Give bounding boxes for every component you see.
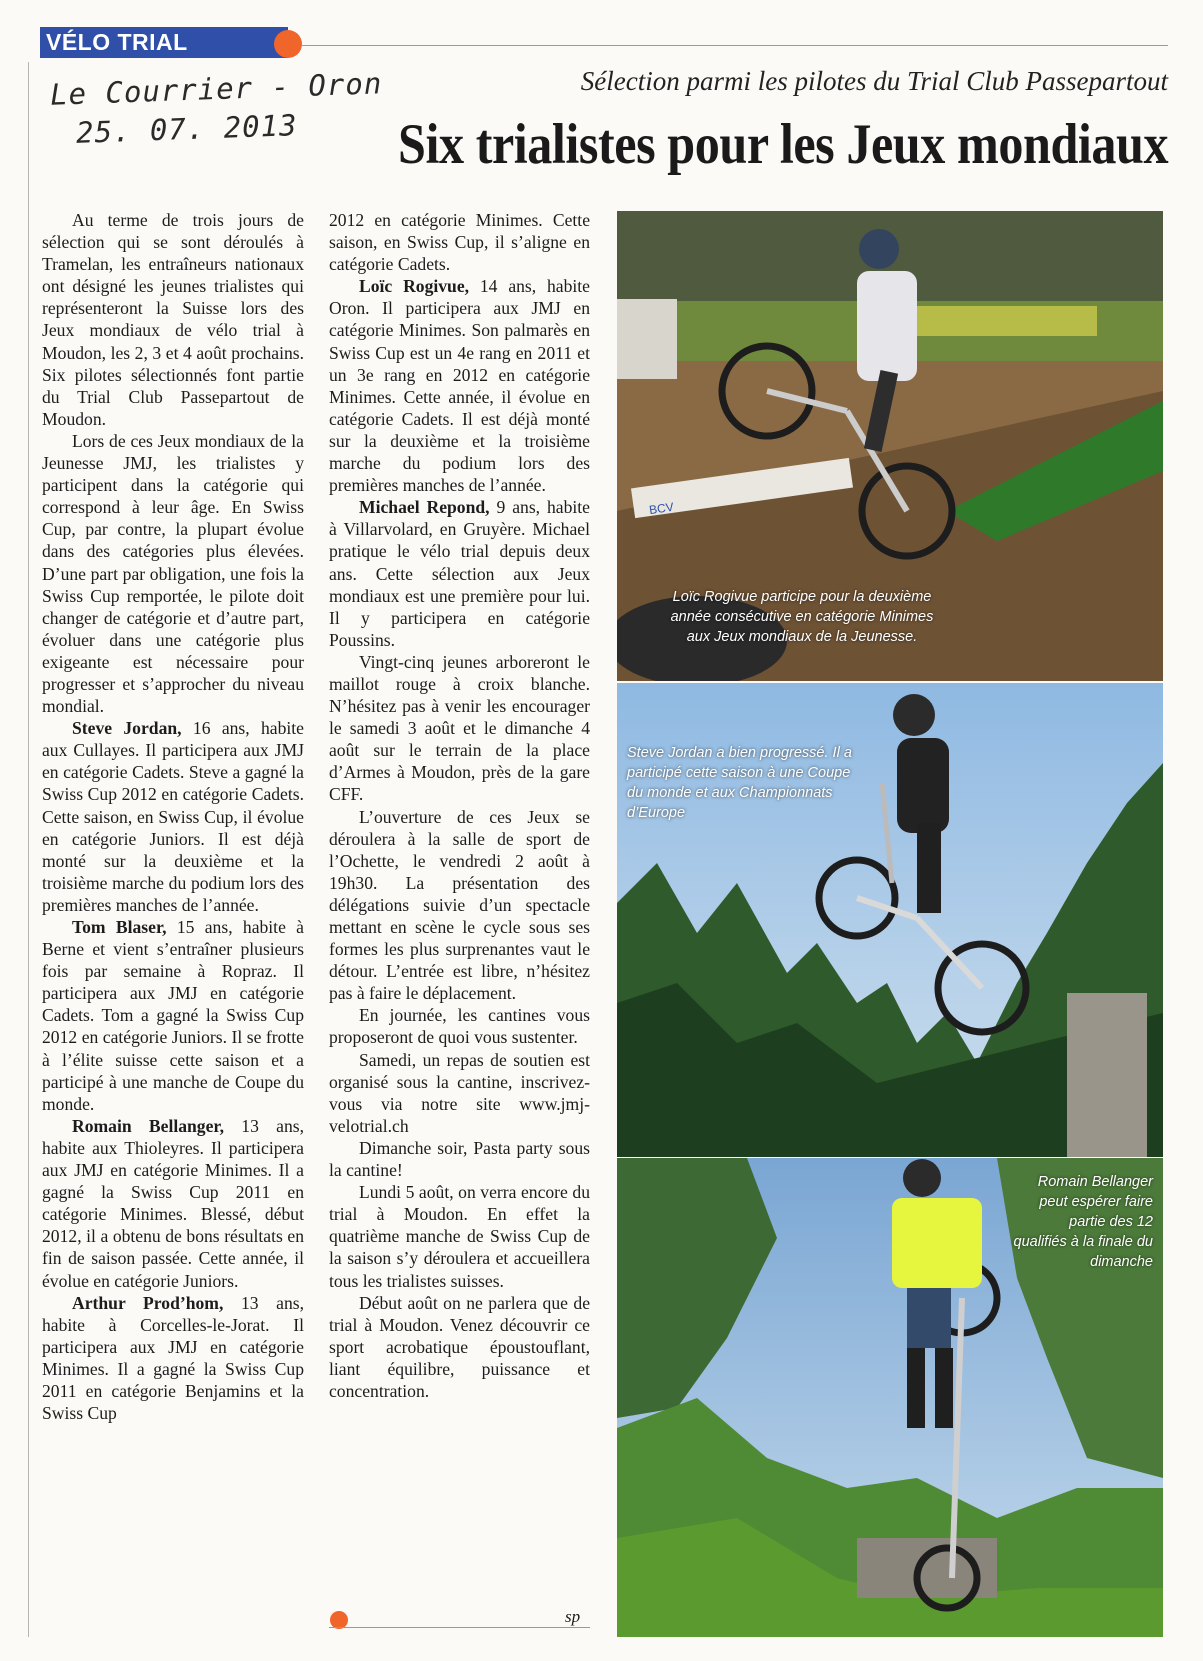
- pilot-name: Steve Jordan,: [72, 718, 182, 739]
- photo-loic-rogivue: [617, 211, 1163, 681]
- pilot-name: Romain Bellanger,: [72, 1115, 224, 1136]
- pilot-text: 14 ans, habite Oron. Il participera aux JMJ en catégorie Minimes. Son palmarès en Swiss Cup est un 4e rang en 2011 et un 3e rang en 2012 en catégorie Minimes. Cette année, il évolue en catégorie Cadets. Il est déjà monté sur la deuxième et la troisième marche du podium lors des premières manches de l’année.: [329, 276, 590, 496]
- paragraph: [329, 496, 590, 651]
- pilot-name: Michael Repond,: [359, 497, 490, 518]
- paragraph: 2012 en catégorie Minimes. Cette saison, en Swiss Cup, il s’aligne en catégorie Cadets.: [329, 210, 590, 275]
- paragraph: Lors de ces Jeux mondiaux de la Jeunesse JMJ, les trialistes y participent dans la catégorie qui correspond à leur âge. En Swiss Cup, par contre, la plupart évolue dans des catégories plus élevées. D’une part par obligation, une fois la Swiss Cup remportée, le pilote doit changer de catégorie et d’autre part, évoluer dans une catégorie plus exigeante est nécessaire pour progresser et s’approcher du niveau mondial.: [42, 430, 304, 717]
- paragraph: [42, 1115, 304, 1292]
- photo-caption: Steve Jordan a bien progressé. Il a participé cette saison à une Coupe du monde et aux Championnats d’Europe: [627, 745, 852, 821]
- paragraph: Lundi 5 août, on verra encore du trial à Moudon. En effet la quatrième manche de Swiss Cup de la saison s’y déroulera et accueillera tous les trialistes suisses.: [329, 1182, 590, 1291]
- photo-romain-bellanger: [617, 1158, 1163, 1637]
- pilot-text: 15 ans, habite à Berne et vient s’entraîner plusieurs fois par semaine à Ropraz. Il participera aux JMJ en catégorie Cadets. Tom a gagné la Swiss Cup 2012 en catégorie Juniors. Il se frotte à l’élite suisse cette saison et a participé à une manche de Coupe du monde.: [42, 917, 304, 1114]
- paragraph: [42, 916, 304, 1115]
- pilot-text: 13 ans, habite aux Thioleyres. Il participera aux JMJ en catégorie Minimes. Il a gagné la Swiss Cup 2011 en catégorie Minimes. Blessé, début 2012, il a obtenu de bons résultats en fin de saison passée. Cette année, il évolue en catégorie Juniors.: [42, 1115, 304, 1291]
- pilot-text: 16 ans, habite aux Cullayes. Il participera aux JMJ en catégorie Cadets. Steve a gagné la Swiss Cup 2012 en catégorie Cadets. Cette saison, en Swiss Cup, il évolue en catégorie Juniors. Il est déjà monté sur la deuxième et la troisième marche du podium lors des premières manches de l’année.: [42, 718, 304, 915]
- pilot-name: Loïc Rogivue,: [359, 276, 470, 297]
- end-rule: [329, 1627, 590, 1628]
- paragraph: En journée, les cantines vous proposeront de quoi vous sustenter.: [329, 1005, 590, 1048]
- paragraph: [42, 1292, 304, 1425]
- paragraph: Au terme de trois jours de sélection qui se sont déroulés à Tramelan, les entraîneurs nationaux ont désigné les jeunes trialistes qui représenteront la Suisse lors des Jeux mondiaux de vélo trial à Moudon, les 2, 3 et 4 août prochains. Six pilotes sélectionnés font partie du Trial Club Passepartout de Moudon.: [42, 210, 304, 429]
- paragraph: L’ouverture de ces Jeux se déroulera à la salle de sport de l’Ochette, le vendredi 2 août à 19h30. La présentation des délégations suivie d’un spectacle mettant en scène le cycle sous ses formes les plus surprenantes vaut le détour. L’entrée est libre, n’hésitez pas à faire le déplacement.: [329, 806, 590, 1004]
- paragraph: [42, 717, 304, 916]
- kicker: Sélection parmi les pilotes du Trial Club Passepartout: [580, 66, 1168, 96]
- pilot-name: Tom Blaser,: [72, 917, 167, 937]
- handwritten-date: 25. 07. 2013: [75, 108, 299, 150]
- photo-steve-jordan: [617, 683, 1163, 1157]
- headline: Six trialistes pour les Jeux mondiaux: [397, 113, 1168, 176]
- pilot-name: Arthur Prod’hom,: [72, 1292, 224, 1313]
- section-rubric: VÉLO TRIAL: [40, 27, 288, 58]
- signature: sp: [565, 1607, 581, 1626]
- banner-text: BCV: [648, 499, 675, 518]
- handwritten-source: Le Courrier - Oron: [49, 66, 383, 112]
- article-column-2: [329, 209, 590, 1402]
- photo-caption: Loïc Rogivue participe pour la deuxième année consécutive en catégorie Minimes aux Jeux mondiaux de la Jeunesse.: [670, 589, 934, 645]
- rubric-dot: [274, 30, 302, 58]
- article-column-1: [42, 209, 304, 1424]
- paragraph: Début août on ne parlera que de trial à Moudon. Venez découvrir ce sport acrobatique époustouflant, liant équilibre, puissance et concentration.: [329, 1292, 590, 1401]
- paragraph: Dimanche soir, Pasta party sous la cantine!: [329, 1137, 590, 1181]
- photo-caption: Romain Bellanger peut espérer faire partie des 12 qualifiés à la finale du dimanche: [1013, 1174, 1153, 1270]
- top-rule: [302, 45, 1168, 46]
- paragraph: Vingt-cinq jeunes arboreront le maillot rouge à croix blanche. N’hésitez pas à venir les encourager le samedi 3 août et le dimanche 4 août sur le terrain de la place d’Armes à Moudon, près de la gare CFF.: [329, 651, 590, 805]
- paragraph: Samedi, un repas de soutien est organisé sous la cantine, inscrivez-vous via notre site www.jmj-velotrial.ch: [329, 1049, 590, 1136]
- paragraph: [329, 275, 590, 496]
- pilot-text: 13 ans, habite à Corcelles-le-Jorat. Il participera aux JMJ en catégorie Minimes. Il a gagné la Swiss Cup 2011 en catégorie Benjamins et la Swiss Cup: [42, 1292, 304, 1424]
- left-margin-rule: [28, 62, 29, 1637]
- pilot-text: 9 ans, habite à Villarvolard, en Gruyère. Michael pratique le vélo trial depuis deux ans. Cette sélection aux Jeux mondiaux est une première pour lui. Il y participera en catégorie Poussins.: [329, 497, 590, 650]
